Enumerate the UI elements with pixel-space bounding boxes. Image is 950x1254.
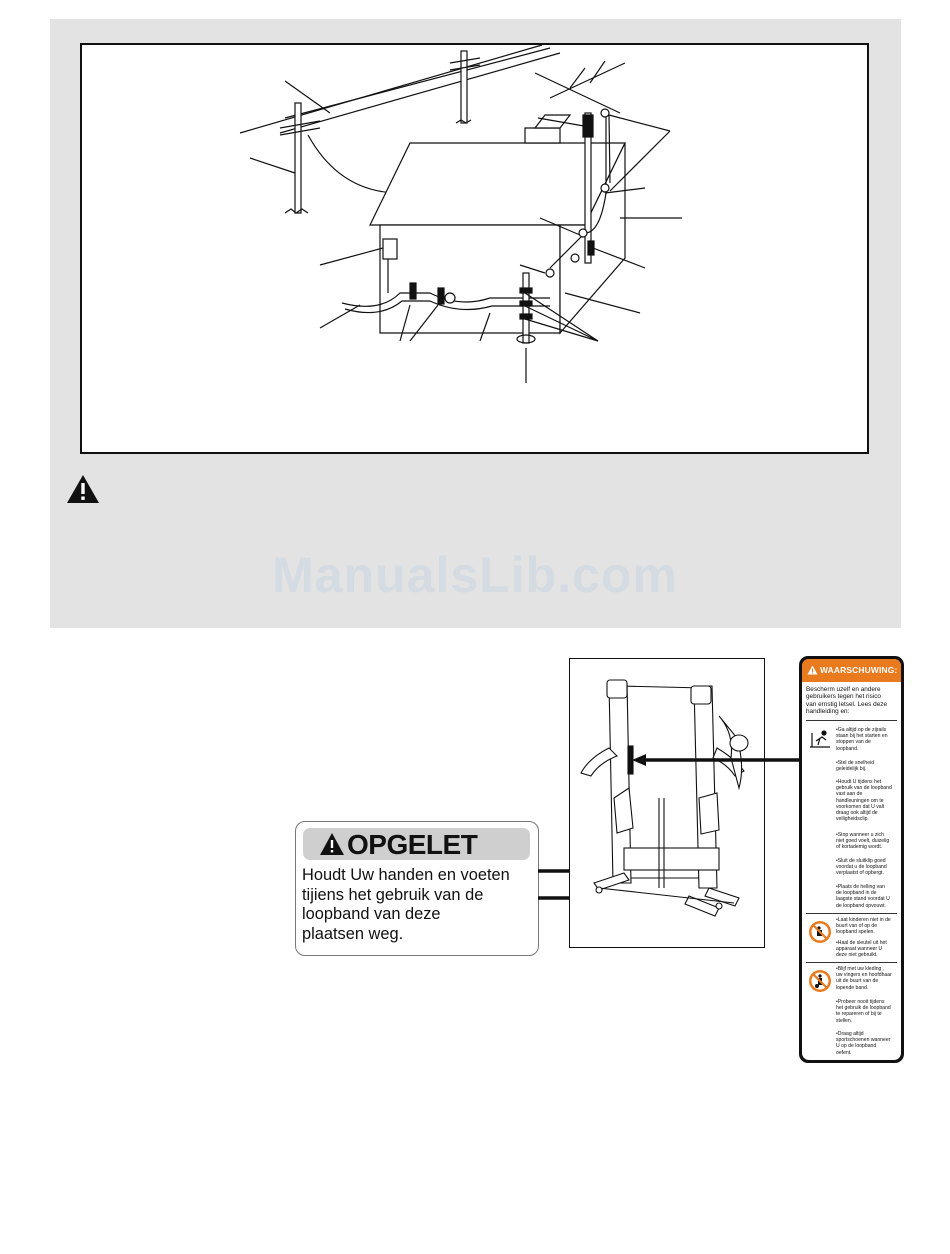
warning-item xyxy=(836,760,898,772)
item-line: •Draag altijd xyxy=(836,1031,864,1037)
warning-triangle-icon xyxy=(66,474,100,504)
item-line: veiligheidsclip. xyxy=(836,816,869,823)
intro-line: gebruikers tegen het risico xyxy=(806,693,881,701)
caution-text-line: loopband van deze xyxy=(302,905,441,923)
item-line: stoppen van de xyxy=(836,739,871,746)
warning-item xyxy=(836,884,898,909)
item-line: draag ook altijd de xyxy=(836,810,878,817)
warning-triangle-icon xyxy=(319,832,345,856)
item-line: •Blijf met uw kleding , xyxy=(836,966,885,972)
no-children-icon xyxy=(808,920,832,944)
warning-sticker-title: WAARSCHUWING: xyxy=(820,665,898,675)
sticker-pointer-arrow xyxy=(632,752,802,768)
item-line: •Probeer nooit tijdens xyxy=(836,999,885,1005)
grounding-diagram xyxy=(80,43,869,454)
watermark: ManualsLib.com xyxy=(272,547,678,603)
warning-triangle-icon xyxy=(807,665,818,675)
item-line: voorkomen dat U valt xyxy=(836,803,885,810)
warning-item xyxy=(836,727,898,752)
sticker-divider xyxy=(806,720,897,721)
warning-sticker-header xyxy=(802,659,901,682)
item-line: geleidelijk bij. xyxy=(836,766,867,773)
warning-item xyxy=(836,832,898,851)
caution-text xyxy=(302,866,534,944)
item-line: •Stop wanneer u zich xyxy=(836,832,884,838)
warning-item xyxy=(836,999,898,1024)
item-line: laagste stand voordat U xyxy=(836,896,890,903)
intro-line: van ernstig letsel. Lees deze xyxy=(806,700,887,708)
item-line: het gebruik de loopband xyxy=(836,1005,891,1012)
item-line: •Sluit de sluitklip goed xyxy=(836,858,886,864)
item-line: deze niet gebruikt. xyxy=(836,952,878,959)
warning-sticker-body xyxy=(802,659,901,1060)
warning-item xyxy=(836,858,898,877)
warning-sticker-intro xyxy=(806,686,898,716)
item-line: sportschoenen wanneer xyxy=(836,1037,891,1044)
item-line: loopband. xyxy=(836,745,859,752)
caution-text-line: plaatsen weg. xyxy=(302,924,404,943)
item-line: •Houdt U tijdens het xyxy=(836,779,882,785)
sticker-divider xyxy=(806,913,897,914)
item-line: loopband spelen. xyxy=(836,929,875,936)
item-line: de loopband in de xyxy=(836,890,877,897)
grounding-diagram-drawing xyxy=(80,43,869,454)
item-line: te repareren of bij te xyxy=(836,1011,882,1018)
item-line: stellen. xyxy=(836,1017,853,1024)
warning-sticker xyxy=(799,656,904,1063)
item-line: voordat u de loopband xyxy=(836,864,887,871)
item-line: de loopband opvouwt. xyxy=(836,902,886,909)
item-line: •Plaats de helling van xyxy=(836,884,885,890)
fall-hazard-icon xyxy=(808,727,832,751)
caution-text-line: tijiens het gebruik van de xyxy=(302,885,484,904)
item-line: uit de buurt van de xyxy=(836,978,879,985)
item-line: •Haal de sleutel uit het xyxy=(836,940,887,946)
warning-item xyxy=(836,1031,898,1056)
item-line: buurt van of op de xyxy=(836,923,878,930)
caution-text-line: Houdt Uw handen en voeten xyxy=(302,866,510,884)
intro-line: handleiding en: xyxy=(806,708,850,716)
warning-item xyxy=(836,940,898,959)
item-line: •Laat kinderen niet in de xyxy=(836,917,891,923)
item-line: oefent. xyxy=(836,1049,852,1056)
item-line: staan bij het starten en xyxy=(836,733,888,740)
treadmill-drawing xyxy=(569,658,765,948)
no-loose-clothing-icon xyxy=(808,969,832,993)
item-line: handleuningen om te xyxy=(836,797,884,804)
item-line: U op de loopband xyxy=(836,1043,877,1050)
item-line: uw vingers en hoofdhaar xyxy=(836,972,892,979)
warning-item xyxy=(836,917,898,936)
item-line: verplaatst of opbergt. xyxy=(836,870,884,877)
item-line: of kortademig wordt. xyxy=(836,844,883,851)
item-line: •Stel de snelheid xyxy=(836,760,875,766)
sticker-divider xyxy=(806,962,897,963)
item-line: apparaat wanneer U xyxy=(836,946,883,953)
item-line: vast aan de xyxy=(836,791,863,798)
item-line: gebruik van de loopband xyxy=(836,785,892,792)
warning-item xyxy=(836,779,898,822)
item-line: lopende band. xyxy=(836,984,869,991)
caution-label-header xyxy=(303,828,530,860)
item-line: niet goed voelt, duizelig xyxy=(836,838,890,845)
warning-item xyxy=(836,966,898,991)
caution-title: OPGELET xyxy=(347,829,478,860)
treadmill-illustration xyxy=(569,658,765,948)
item-line: •Ga altijd op de zijrails xyxy=(836,727,887,733)
caution-label xyxy=(295,821,539,956)
intro-line: Bescherm uzelf en andere xyxy=(806,686,881,693)
